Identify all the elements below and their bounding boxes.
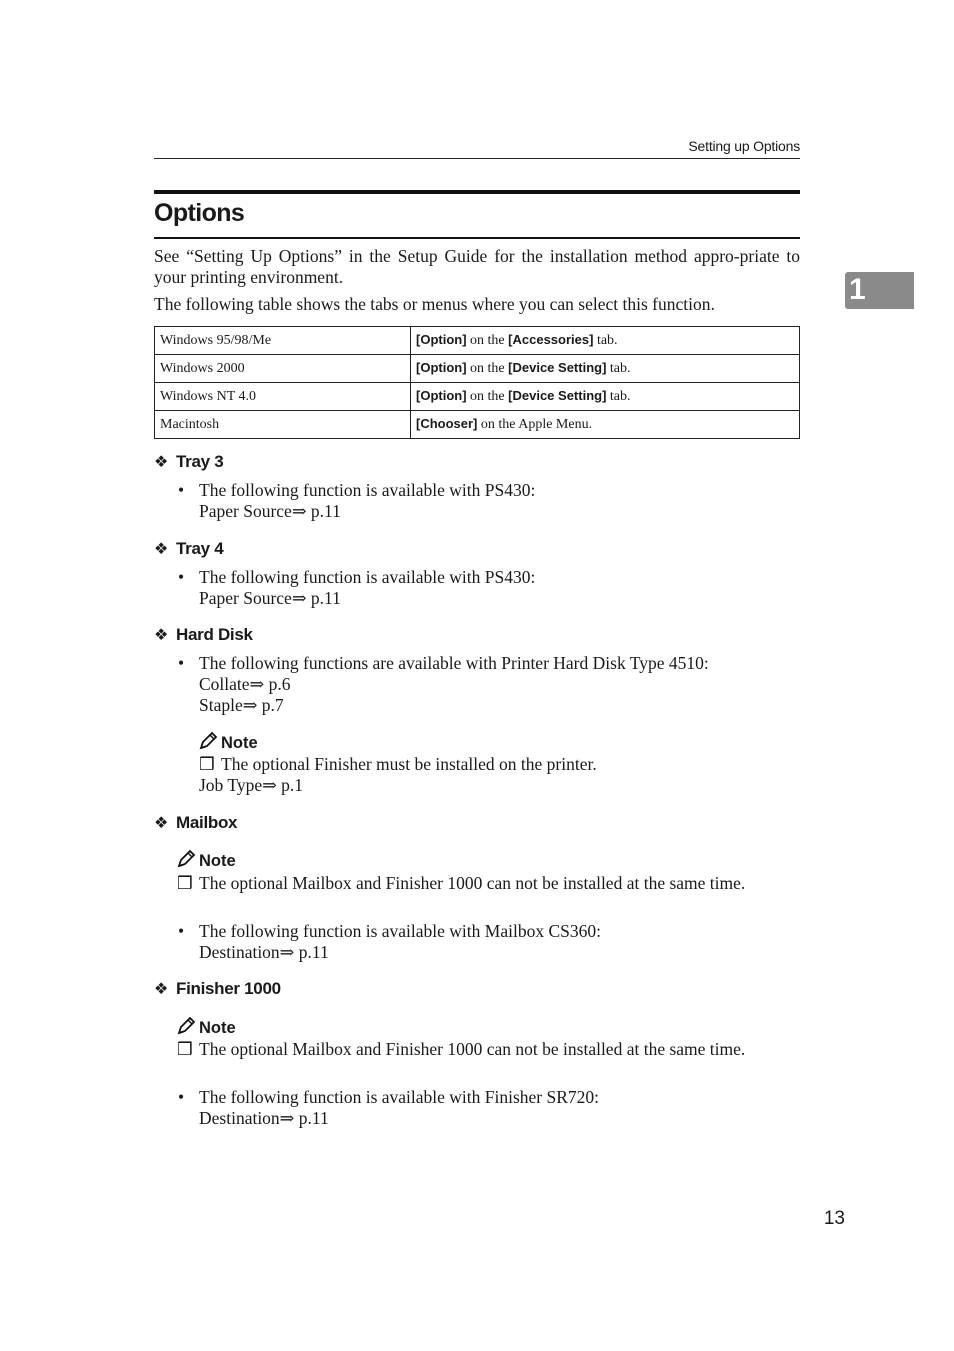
keyword: [Chooser] bbox=[416, 416, 478, 431]
list-item bbox=[178, 1087, 800, 1129]
location-cell bbox=[411, 355, 800, 383]
cell-text: tab. bbox=[606, 389, 631, 404]
section-heading-harddisk bbox=[154, 625, 253, 645]
heading-text: Hard Disk bbox=[176, 625, 253, 644]
title-rule-bottom bbox=[154, 237, 800, 239]
cell-text: on the bbox=[466, 389, 509, 404]
section-heading-tray3 bbox=[154, 452, 223, 472]
location-cell bbox=[411, 383, 800, 411]
reference-link: Collate⇒ p.6 bbox=[199, 674, 291, 694]
chapter-number: 1 bbox=[849, 273, 866, 306]
bullet-icon: • bbox=[178, 1087, 185, 1107]
page-number: 13 bbox=[823, 1208, 845, 1229]
os-settings-table bbox=[154, 326, 800, 439]
pencil-icon bbox=[177, 849, 196, 868]
list-item bbox=[178, 567, 800, 609]
note-item bbox=[177, 873, 800, 894]
reference-link: Paper Source⇒ p.11 bbox=[199, 501, 341, 521]
note-heading bbox=[177, 849, 236, 871]
note-label: Note bbox=[199, 1019, 236, 1037]
location-cell bbox=[411, 327, 800, 355]
keyword: [Option] bbox=[416, 360, 467, 375]
location-cell bbox=[411, 411, 800, 439]
section-marker-icon: ❖ bbox=[154, 541, 169, 558]
page-title: Options bbox=[154, 199, 245, 227]
reference-link: Staple⇒ p.7 bbox=[199, 695, 284, 715]
bullet-icon: • bbox=[178, 653, 185, 673]
keyword: [Accessories] bbox=[508, 332, 594, 347]
section-heading-finisher bbox=[154, 979, 281, 999]
reference-link: Destination⇒ p.11 bbox=[199, 1108, 329, 1128]
intro-paragraph: The following table shows the tabs or menus where you can select this function. bbox=[154, 294, 715, 314]
section-heading-mailbox bbox=[154, 813, 237, 833]
note-label: Note bbox=[221, 734, 258, 752]
bullet-text: The following function is available with PS430: bbox=[199, 480, 536, 500]
table-row bbox=[155, 355, 800, 383]
reference-link: Job Type⇒ p.1 bbox=[199, 775, 304, 795]
bullet-text: The following functions are available with Printer Hard Disk Type 4510: bbox=[199, 653, 709, 673]
pencil-icon bbox=[177, 1016, 196, 1035]
keyword: [Option] bbox=[416, 332, 467, 347]
section-marker-icon: ❖ bbox=[154, 815, 169, 832]
os-cell: Windows NT 4.0 bbox=[155, 383, 411, 411]
cell-text: on the bbox=[466, 333, 509, 348]
note-heading bbox=[177, 1016, 236, 1038]
chapter-tab bbox=[845, 272, 914, 309]
os-cell: Macintosh bbox=[155, 411, 411, 439]
reference-link: Paper Source⇒ p.11 bbox=[199, 588, 341, 608]
note-text: The optional Mailbox and Finisher 1000 can not be installed at the same time. bbox=[199, 873, 746, 893]
table-row bbox=[155, 327, 800, 355]
bullet-icon: • bbox=[178, 921, 185, 941]
note-item bbox=[199, 754, 800, 775]
reference-link: Destination⇒ p.11 bbox=[199, 942, 329, 962]
running-header: Setting up Options bbox=[688, 138, 800, 154]
cell-text: tab. bbox=[606, 361, 631, 376]
heading-text: Mailbox bbox=[176, 813, 238, 832]
note-heading bbox=[199, 731, 258, 753]
section-marker-icon: ❖ bbox=[154, 981, 169, 998]
section-heading-tray4 bbox=[154, 539, 223, 559]
keyword: [Option] bbox=[416, 388, 467, 403]
pencil-icon bbox=[199, 731, 218, 750]
note-text: The optional Mailbox and Finisher 1000 can not be installed at the same time. bbox=[199, 1039, 746, 1059]
bullet-text: The following function is available with Finisher SR720: bbox=[199, 1087, 600, 1107]
bullet-icon: • bbox=[178, 567, 185, 587]
checkbox-icon: ❒ bbox=[177, 1039, 193, 1059]
bullet-icon: • bbox=[178, 480, 185, 500]
cell-text: on the Apple Menu. bbox=[477, 417, 593, 432]
os-cell: Windows 95/98/Me bbox=[155, 327, 411, 355]
bullet-text: The following function is available with Mailbox CS360: bbox=[199, 921, 601, 941]
note-item bbox=[177, 1039, 800, 1060]
list-item bbox=[178, 921, 800, 963]
list-item bbox=[178, 480, 800, 522]
keyword: [Device Setting] bbox=[508, 388, 607, 403]
bullet-text: The following function is available with PS430: bbox=[199, 567, 536, 587]
heading-text: Tray 3 bbox=[176, 452, 224, 471]
table-row bbox=[155, 411, 800, 439]
checkbox-icon: ❒ bbox=[199, 754, 215, 774]
header-rule bbox=[154, 158, 800, 159]
cell-text: tab. bbox=[593, 333, 618, 348]
section-marker-icon: ❖ bbox=[154, 454, 169, 471]
heading-text: Finisher 1000 bbox=[176, 979, 281, 998]
cell-text: on the bbox=[466, 361, 509, 376]
keyword: [Device Setting] bbox=[508, 360, 607, 375]
intro-paragraph: See “Setting Up Options” in the Setup Guide for the installation method appro-priate to your printing environment. bbox=[154, 246, 800, 287]
section-marker-icon: ❖ bbox=[154, 627, 169, 644]
table-row bbox=[155, 383, 800, 411]
title-rule-top bbox=[154, 190, 800, 194]
heading-text: Tray 4 bbox=[176, 539, 224, 558]
list-item bbox=[178, 653, 800, 716]
note-label: Note bbox=[199, 852, 236, 870]
note-text: The optional Finisher must be installed on the printer. bbox=[221, 754, 597, 774]
checkbox-icon: ❒ bbox=[177, 873, 193, 893]
os-cell: Windows 2000 bbox=[155, 355, 411, 383]
